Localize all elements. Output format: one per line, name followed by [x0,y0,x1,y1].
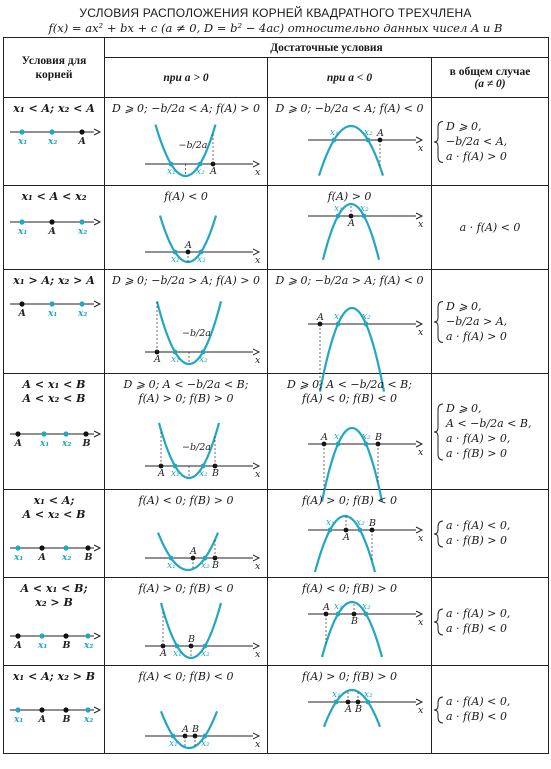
root-label-x1: x₁ [330,128,339,138]
root-point [175,644,180,649]
brace-shape [434,521,443,547]
x-axis-label: x [418,143,424,154]
brace-shape [434,404,443,460]
conditions-table [3,37,549,754]
condition-formula: D ⩾ 0; −b/2a > A; f(A) > 0 [112,274,260,287]
boundary-point [49,219,54,224]
root-conditions-cell [4,578,105,666]
root-label: x₁ [18,137,28,147]
number-line-diagram [4,98,105,186]
header-conditions: Условия для корней [4,38,105,98]
root-point [79,219,84,224]
root-point [39,633,44,638]
number-line-arrow [94,431,100,437]
number-line-arrow [94,219,100,225]
boundary-label: A [345,704,352,715]
x-axis-label: x [255,167,261,178]
boundary-point [79,129,84,134]
x-axis-label: x [255,739,261,750]
boundary-label: B [369,518,376,529]
root-point [63,431,68,436]
boundary-label: B [355,704,362,715]
parabola-plot [105,374,268,490]
root-point [336,612,341,617]
root-conditions-cell [4,490,105,578]
general-condition-line: a · f(A) > 0, [446,432,511,445]
parabola-plot [105,578,268,666]
root-point [334,700,339,705]
parabola-plot [268,270,432,374]
root-point [336,214,341,219]
header-general-label: в общем случае [449,65,531,78]
general-condition-line: A < −b/2a < B, [446,417,532,430]
condition-formula: f(A) > 0; f(B) < 0 [302,494,397,507]
parabola-curve [160,216,216,262]
boundary-label: A [190,546,197,557]
boundary-label: B [188,634,195,645]
condition-cell-a-negative [268,98,432,186]
root-label: x₂ [62,439,72,449]
root-point [49,129,54,134]
parabola-curve [315,516,375,572]
root-label-x2: x₂ [356,518,365,528]
general-condition-line: a · f(A) < 0 [459,220,521,234]
root-point [19,219,24,224]
condition-cell-a-negative [268,270,432,374]
boundary-label: A [348,218,355,229]
number-line-diagram [4,490,105,578]
table-row [4,578,549,666]
number-line-arrow [94,633,100,639]
x-axis-label: x [255,255,261,266]
root-label-x2: x₂ [201,739,210,749]
condition-text: A < x₂ < B [22,392,86,405]
boundary-point [63,707,68,712]
number-line-arrow [94,129,100,135]
boundary-point [15,633,20,638]
brace-shape [434,302,443,343]
number-line-arrow [94,707,100,713]
root-label: x₁ [48,309,58,319]
table-row [4,98,549,186]
general-condition-line: −b/2a > A, [446,314,508,328]
root-label-x1: x₁ [334,432,343,442]
general-case-cell [432,374,549,490]
general-condition-line: −b/2a < A, [446,134,508,148]
root-point [173,350,178,355]
general-condition-line: a · f(B) < 0 [446,710,507,723]
root-point [85,633,90,638]
general-condition-line: D ⩾ 0, [446,402,482,415]
table-row [4,270,549,374]
root-point [201,464,206,469]
boundary-label: B [192,724,199,735]
general-case-cell [432,578,549,666]
boundary-label: B [375,432,382,443]
boundary-label: A [154,354,161,365]
condition-formula: f(A) < 0; f(B) > 0 [302,582,397,595]
root-label-x2: x₂ [360,204,369,214]
root-point [366,138,371,143]
condition-formula: f(A) > 0; f(B) < 0 [138,582,234,595]
boundary-point [15,431,20,436]
root-label: x₂ [78,309,88,319]
table-row [4,186,549,270]
root-label-x2: x₂ [364,128,373,138]
parabola-curve [323,204,379,260]
root-point [332,138,337,143]
parabola-plot [105,98,268,186]
root-point [19,129,24,134]
boundary-point [63,633,68,638]
x-axis-label: x [255,355,261,366]
boundary-point [85,545,90,550]
root-point [336,442,341,447]
parabola-plot [105,490,268,578]
root-point [336,322,341,327]
x-axis-label: x [255,469,261,480]
number-line-diagram [4,186,105,270]
condition-formula: f(A) > 0; f(B) > 0 [302,670,397,683]
root-label-x1: x₁ [334,312,343,322]
condition-cell-a-positive [105,666,268,754]
general-case-cell [432,270,549,374]
condition-cell-a-positive [105,270,268,374]
x-axis-label: x [418,617,424,628]
parabola-curve [161,603,221,658]
boundary-label: B [84,552,93,563]
parabola-plot [105,666,268,754]
root-label-x2: x₂ [201,561,210,571]
root-label: x₂ [84,641,94,651]
root-label-x1: x₁ [173,649,182,659]
general-condition-line: a · f(A) < 0, [446,519,511,532]
root-point [362,214,367,219]
root-label-x2: x₂ [199,355,208,365]
brace-shape [434,122,443,163]
boundary-label: A [48,226,56,237]
parabola-plot [105,186,268,270]
boundary-label: B [82,438,91,449]
condition-formula: D ⩾ 0; −b/2a < A; f(A) > 0 [112,102,260,115]
root-label: x₁ [40,439,50,449]
boundary-label: B [212,560,219,571]
root-label-x1: x₁ [334,602,343,612]
header-a-negative: при a < 0 [268,58,432,98]
condition-cell-a-positive [105,98,268,186]
x-axis-label: x [418,219,424,230]
root-point [171,734,176,739]
number-line-arrow [94,545,100,551]
root-point [63,545,68,550]
general-condition-line: a · f(B) < 0 [446,622,507,635]
x-axis-label: x [255,649,261,660]
root-label-x2: x₂ [362,602,371,612]
root-label-x1: x₁ [167,167,176,177]
boundary-point [83,431,88,436]
table-row [4,666,549,754]
general-condition-line: a · f(A) > 0 [446,149,507,163]
parabola-plot [268,490,432,578]
condition-formula: f(A) < 0 [164,190,208,203]
condition-text: x₁ < A; [33,494,75,507]
condition-text: A < x₂ < B [22,508,86,521]
condition-cell-a-negative [268,578,432,666]
page-subtitle: f(x) = ax² + bx + c (a ≠ 0, D = b² − 4ac) относительно данных чисел A и B [48,21,503,35]
condition-formula: D ⩾ 0; A < −b/2a < B; [123,378,249,391]
condition-cell-a-positive [105,374,268,490]
page-title: УСЛОВИЯ РАСПОЛОЖЕНИЯ КОРНЕЙ КВАДРАТНОГО ТРЕХЧЛЕНА [79,6,472,20]
parabola-plot [268,98,432,186]
root-label-x1: x₁ [167,561,176,571]
root-label-x2: x₂ [197,255,206,265]
condition-cell-a-negative [268,666,432,754]
number-line-arrow [94,301,100,307]
root-point [203,644,208,649]
boundary-label: A [377,128,384,139]
root-point [366,700,371,705]
general-condition-line: D ⩾ 0, [446,119,482,133]
boundary-label: B [62,714,71,725]
root-label-x2: x₂ [362,312,371,322]
x-axis-label: x [255,561,261,572]
root-point [201,350,206,355]
condition-cell-a-negative [268,186,432,270]
boundary-label: A [38,714,46,725]
boundary-label: A [14,438,22,449]
header-general [432,58,549,98]
root-point [203,556,208,561]
header-general-sub: (a ≠ 0) [474,77,506,90]
condition-cell-a-negative [268,374,432,490]
vertex-label: −b/2a [182,442,211,453]
boundary-label: A [321,432,328,443]
root-point [173,464,178,469]
condition-formula: f(A) < 0; f(B) < 0 [302,392,397,405]
root-label-x1: x₁ [332,690,341,700]
root-point [364,442,369,447]
root-label-x1: x₁ [169,739,178,749]
root-label-x1: x₁ [334,204,343,214]
root-label: x₂ [84,715,94,725]
root-point [169,162,174,167]
parabola-plot [268,578,432,666]
general-condition-line: D ⩾ 0, [446,299,482,313]
condition-text: A < x₁ < B; [20,582,88,595]
x-axis-label: x [418,327,424,338]
parabola-curve [322,602,382,657]
condition-formula: f(A) > 0; f(B) > 0 [138,392,234,405]
general-case-cell [432,186,549,270]
vertex-label: −b/2a [178,140,208,151]
root-point [173,250,178,255]
root-conditions-cell [4,666,105,754]
condition-cell-a-negative [268,490,432,578]
condition-formula: D ⩾ 0; −b/2a > A; f(A) < 0 [275,274,424,287]
root-label-x2: x₂ [199,469,208,479]
root-label-x1: x₁ [326,518,335,528]
root-conditions-cell [4,270,105,374]
boundary-label: A [182,724,189,735]
header-a-positive: при a > 0 [105,58,268,98]
condition-cell-a-positive [105,186,268,270]
root-label: x₁ [14,715,24,725]
root-label-x2: x₂ [201,649,210,659]
number-line-diagram [4,666,105,754]
boundary-label: A [343,532,350,543]
condition-formula: f(A) < 0; f(B) > 0 [138,494,234,507]
condition-text: x₂ > B [35,596,73,609]
boundary-label: A [18,308,26,319]
parabola-curve [319,126,383,176]
boundary-label: A [78,136,86,147]
boundary-label: A [317,312,324,323]
root-point [364,612,369,617]
general-condition-line: a · f(B) > 0 [446,447,507,460]
root-label-x1: x₁ [171,255,180,265]
boundary-label: A [185,240,192,251]
boundary-label: A [38,552,46,563]
general-condition-line: a · f(A) < 0, [446,695,511,708]
root-point [364,322,369,327]
table-row [4,490,549,578]
brace-shape [434,609,443,635]
brace-shape [434,697,443,723]
root-point [328,528,333,533]
condition-text: A < x₁ < B [22,378,86,391]
boundary-label: A [210,166,217,177]
root-point [15,707,20,712]
boundary-label: A [323,602,330,613]
general-condition-line: a · f(A) > 0 [446,329,507,343]
root-label-x2: x₂ [362,432,371,442]
root-label-x1: x₁ [171,355,180,365]
root-point [79,301,84,306]
root-conditions-cell [4,374,105,490]
root-point [85,707,90,712]
general-case-cell [432,490,549,578]
condition-text: x₁ > A; x₂ > A [13,274,95,287]
root-point [199,250,204,255]
root-label: x₁ [38,641,48,651]
condition-formula: D ⩾ 0; A < −b/2a < B; [287,378,412,391]
parabola-plot [268,374,432,490]
root-point [203,734,208,739]
root-point [169,556,174,561]
root-label: x₂ [62,553,72,563]
x-axis-label: x [418,533,424,544]
root-label-x1: x₁ [171,469,180,479]
condition-cell-a-positive [105,490,268,578]
condition-formula: f(A) > 0 [327,190,372,203]
vertex-label: −b/2a [182,328,211,339]
root-conditions-cell [4,98,105,186]
x-axis-label: x [418,705,424,716]
boundary-point [39,545,44,550]
boundary-label: A [158,468,165,479]
boundary-label: A [14,640,22,651]
condition-formula: D ⩾ 0; −b/2a < A; f(A) < 0 [275,102,424,115]
parabola-plot [268,666,432,754]
boundary-point [19,301,24,306]
condition-cell-a-positive [105,578,268,666]
general-condition-line: a · f(B) > 0 [446,534,507,547]
root-point [41,431,46,436]
boundary-label: B [212,468,219,479]
condition-text: x₁ < A; x₂ > B [12,670,96,683]
root-label-x2: x₂ [364,690,373,700]
condition-text: x₁ < A < x₂ [21,190,87,203]
general-case-cell [432,98,549,186]
general-condition-line: a · f(A) > 0, [446,607,511,620]
root-conditions-cell [4,186,105,270]
boundary-label: B [62,640,71,651]
root-point [358,528,363,533]
root-label: x₁ [14,553,24,563]
root-label-x2: x₂ [196,167,205,177]
number-line-diagram [4,578,105,666]
root-label: x₂ [48,137,58,147]
condition-text: x₁ < A; x₂ < A [13,102,95,115]
x-axis-label: x [418,447,424,458]
parabola-plot [105,270,268,374]
root-point [49,301,54,306]
root-label: x₂ [78,227,88,237]
header-sufficient: Достаточные условия [105,38,549,58]
boundary-label: A [160,648,167,659]
table-row [4,374,549,490]
number-line-diagram [4,270,105,374]
parabola-plot [268,186,432,270]
root-point [198,162,203,167]
number-line-diagram [4,374,105,490]
general-case-cell [432,666,549,754]
condition-formula: f(A) < 0; f(B) < 0 [138,670,234,683]
root-point [15,545,20,550]
boundary-label: B [351,616,358,627]
root-label: x₁ [18,227,28,237]
boundary-point [39,707,44,712]
